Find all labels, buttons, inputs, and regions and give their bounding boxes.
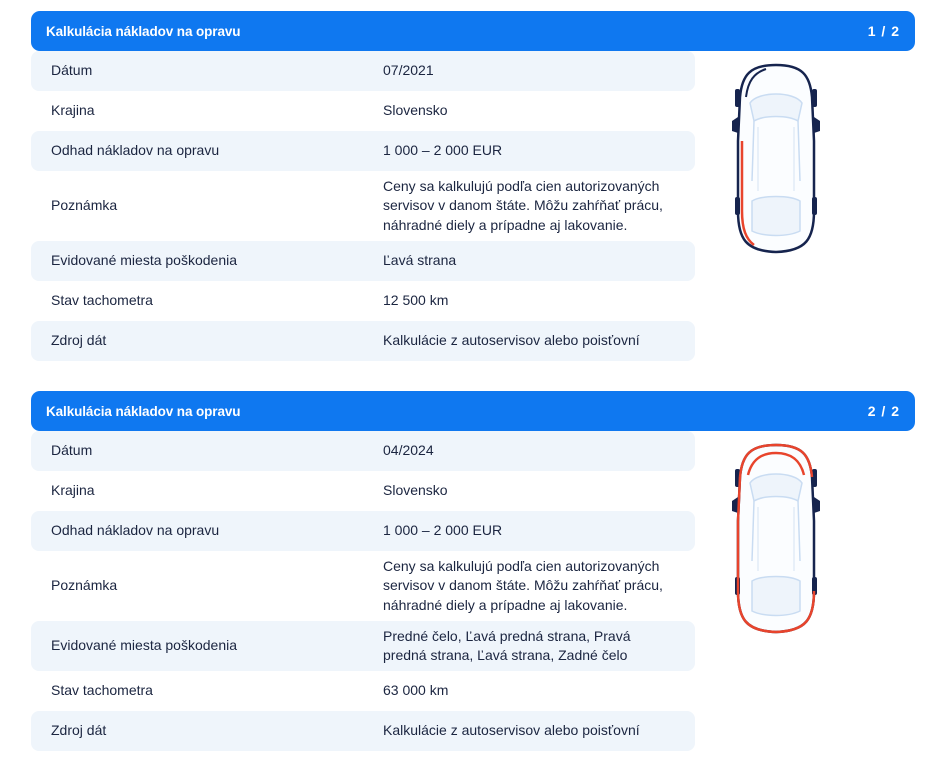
card-header bbox=[31, 391, 915, 431]
row-label: Odhad nákladov na opravu bbox=[51, 142, 220, 159]
row-damage-locations bbox=[31, 621, 695, 671]
row-label: Odhad nákladov na opravu bbox=[51, 522, 220, 539]
row-data-source bbox=[31, 321, 695, 361]
card-page-indicator: 2 / 2 bbox=[867, 403, 900, 419]
row-value: Kalkulácie z autoservisov alebo poisťovní bbox=[383, 722, 640, 739]
row-note bbox=[31, 551, 695, 621]
row-value: 07/2021 bbox=[383, 62, 434, 79]
card-title: Kalkulácia nákladov na opravu bbox=[46, 403, 241, 419]
row-label: Zdroj dát bbox=[51, 722, 107, 739]
details-table bbox=[31, 51, 695, 361]
row-label: Poznámka bbox=[51, 197, 118, 214]
row-value: Ceny sa kalkulujú podľa cien autorizovaných servisov v danom štáte. Môžu zahŕňať prácu, náhradné diely a prípadne aj lakovanie. bbox=[383, 557, 663, 613]
row-country bbox=[31, 91, 695, 131]
row-country bbox=[31, 471, 695, 511]
row-label: Krajina bbox=[51, 102, 95, 119]
row-value: Slovensko bbox=[383, 482, 448, 499]
row-value: Slovensko bbox=[383, 102, 448, 119]
row-label: Poznámka bbox=[51, 577, 118, 594]
row-value: Predné čelo, Ľavá predná strana, Pravá predná strana, Ľavá strana, Zadné čelo bbox=[383, 627, 631, 663]
row-date bbox=[31, 431, 695, 471]
row-label: Stav tachometra bbox=[51, 682, 153, 699]
card-title: Kalkulácia nákladov na opravu bbox=[46, 23, 241, 39]
row-value: 63 000 km bbox=[383, 682, 449, 699]
row-cost-estimate bbox=[31, 511, 695, 551]
row-value: Kalkulácie z autoservisov alebo poisťovní bbox=[383, 332, 640, 349]
row-label: Dátum bbox=[51, 442, 93, 459]
row-label: Evidované miesta poškodenia bbox=[51, 252, 238, 269]
row-value: 04/2024 bbox=[383, 442, 434, 459]
row-label: Stav tachometra bbox=[51, 292, 153, 309]
row-value: 1 000 – 2 000 EUR bbox=[383, 522, 503, 539]
row-data-source bbox=[31, 711, 695, 751]
row-value: Ľavá strana bbox=[383, 252, 457, 269]
row-value: 1 000 – 2 000 EUR bbox=[383, 142, 503, 159]
card-header bbox=[31, 11, 915, 51]
row-odometer bbox=[31, 671, 695, 711]
row-date bbox=[31, 51, 695, 91]
row-label: Dátum bbox=[51, 62, 93, 79]
details-table bbox=[31, 431, 695, 751]
row-cost-estimate bbox=[31, 131, 695, 171]
row-note bbox=[31, 171, 695, 241]
row-label: Evidované miesta poškodenia bbox=[51, 637, 238, 654]
row-label: Krajina bbox=[51, 482, 95, 499]
car-damage-diagram-1 bbox=[728, 61, 824, 257]
row-label: Zdroj dát bbox=[51, 332, 107, 349]
card-page-indicator: 1 / 2 bbox=[867, 23, 900, 39]
row-value: 12 500 km bbox=[383, 292, 449, 309]
row-damage-locations bbox=[31, 241, 695, 281]
row-value: Ceny sa kalkulujú podľa cien autorizovaných servisov v danom štáte. Môžu zahŕňať prácu, náhradné diely a prípadne aj lakovanie. bbox=[383, 177, 663, 233]
row-odometer bbox=[31, 281, 695, 321]
car-damage-diagram-2 bbox=[728, 441, 824, 637]
